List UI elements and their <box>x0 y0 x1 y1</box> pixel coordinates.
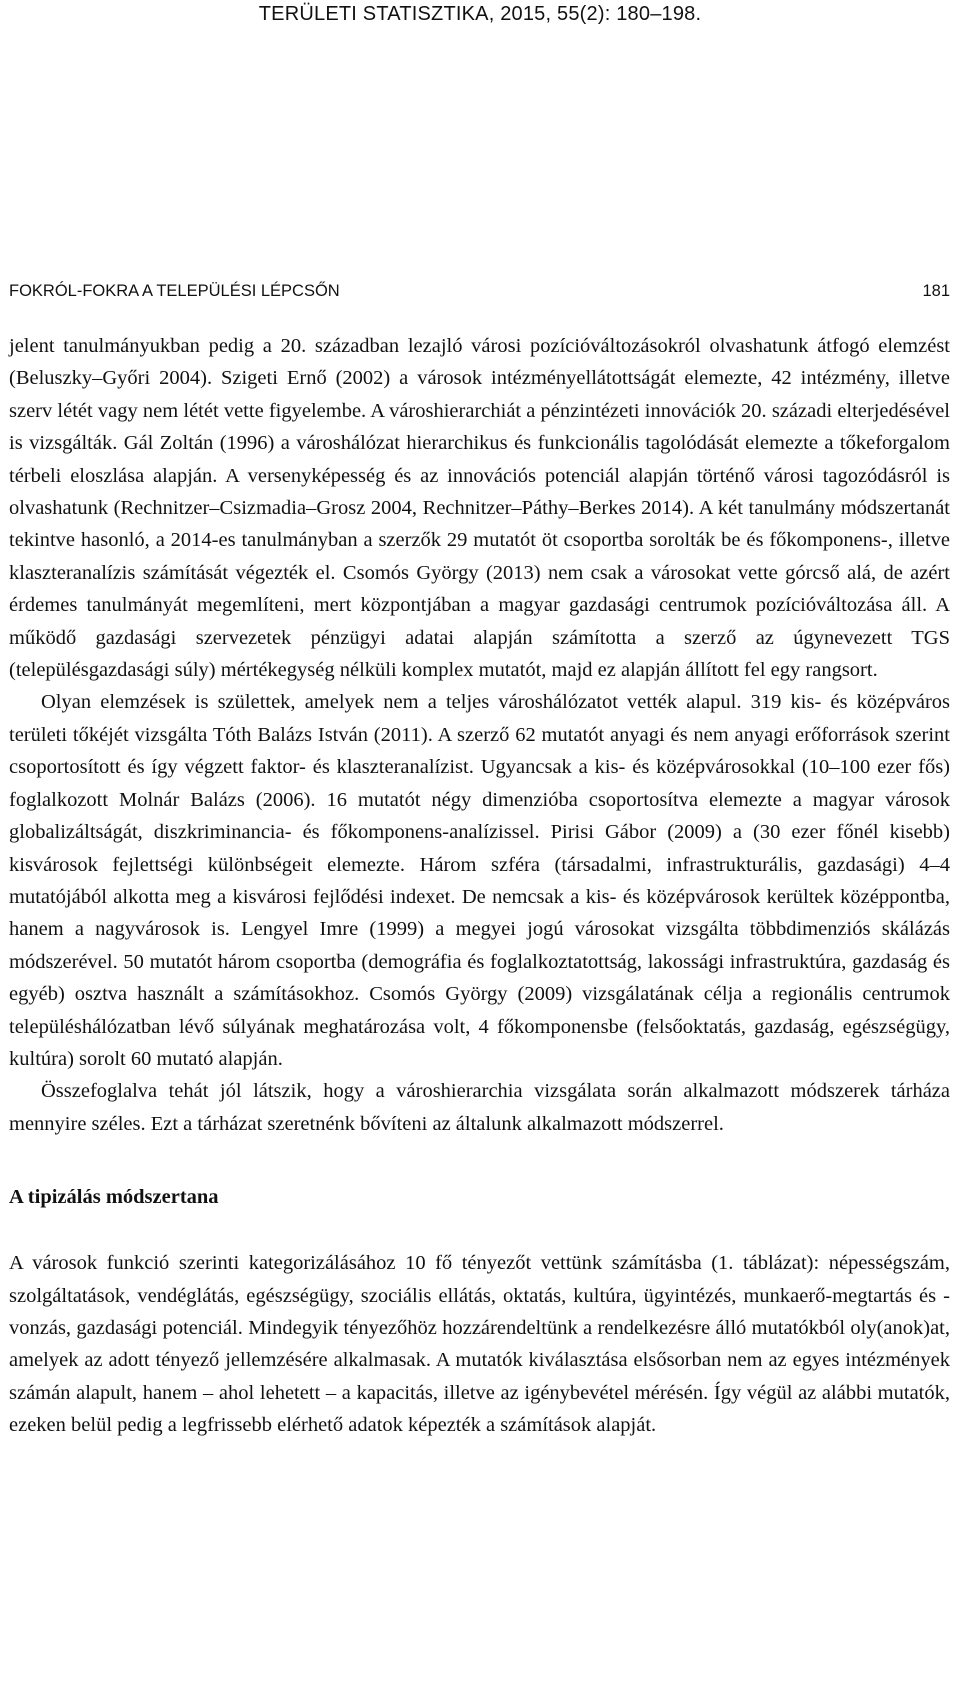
main-text <box>9 330 950 1442</box>
section-paragraph: A városok funkció szerinti kategorizálásához 10 fő tényezőt vettünk számításba (1. táblázat): népességszám, szolgáltatások, vendéglátás, egészségügy, szociális ellátás, oktatás, kultúra, ügyintézés, munkaerő-megtartás és -vonzás, gazdasági potenciál. Mindegyik tényezőhöz hozzárendeltünk a rendelkezésre álló mutatókból oly(anok)at, amelyek az adott tényező jellemzésére alkalmasak. A mutatók kiválasztása elsősorban nem az egyes intézmények számán alapult, hanem – ahol lehetett – a kapacitás, illetve az igénybevétel mérésén. Így végül az alábbi mutatók, ezeken belül pedig a legfrissebb elérhető adatok képezték a számítások alapját. <box>9 1252 950 1437</box>
section-heading: A tipizálás módszertana <box>9 1186 219 1209</box>
page-number: 181 <box>922 282 950 300</box>
journal-header: TERÜLETI STATISZTIKA, 2015, 55(2): 180–198. <box>258 3 702 25</box>
running-head-title: FOKRÓL-FOKRA A TELEPÜLÉSI LÉPCSŐN <box>9 282 340 300</box>
paragraph-1: jelent tanulmányukban pedig a 20. században lezajló városi pozícióváltozásokról olvashatunk átfogó elemzést (Beluszky–Győri 2004). Szigeti Ernő (2002) a városok intézményellátottságát elemezte, 42 intézmény, illetve szerv létét vagy nem létét vette figyelembe. A városhierarchiát a pénzintézeti innovációk 20. századi elterjedésével is vizsgálták. Gál Zoltán (1996) a városhálózat hierarchikus és funkcionális tagolódását elemezte a tőkeforgalom térbeli eloszlása alapján. A versenyképesség és az innovációs potenciál alapján történő városi tagozódásról is olvashatunk (Rechnitzer–Csizmadia–Grosz 2004, Rechnitzer–Páthy–Berkes 2014). A két tanulmány módszertanát tekintve hasonló, a 2014-es tanulmányban a szerzők 29 mutatót öt csoportba sorolták be és főkomponens-, illetve klaszteranalízis számítását végezték el. Csomós György (2013) nem csak a városokat vette górcső alá, de azért érdemes tanulmányát megemlíteni, mert központjában a magyar gazdasági centrumok pozícióváltozása áll. A működő gazdasági szervezetek pénzügyi adatai alapján számította a szerző az úgynevezett TGS (településgazdasági súly) mértékegység nélküli komplex mutatót, majd ez alapján állított fel egy rangsort. <box>9 335 950 682</box>
paragraph-3: Összefoglalva tehát jól látszik, hogy a városhierarchia vizsgálata során alkalmazott módszerek tárháza mennyire széles. Ezt a tárházat szeretnénk bővíteni az általunk alkalmazott módszerrel. <box>9 1080 950 1135</box>
running-head <box>9 282 950 301</box>
paragraph-2: Olyan elemzések is születtek, amelyek nem a teljes városhálózatot vették alapul. 319 kis- és középváros területi tőkéjét vizsgálta Tóth Balázs István (2011). A szerző 62 mutatót anyagi és nem anyagi erőforrások szerint csoportosított és így végzett faktor- és klaszteranalízist. Ugyancsak a kis- és középvárosokkal (10–100 ezer fős) foglalkozott Molnár Balázs (2006). 16 mutatót négy dimenzióba csoportosítva elemezte a magyar városok globalizáltságát, diszkriminancia- és főkomponens-analízissel. Pirisi Gábor (2009) a (30 ezer főnél kisebb) kisvárosok fejlettségi különbségeit elemezte. Három szféra (társadalmi, infrastrukturális, gazdasági) 4–4 mutatójából alkotta meg a kisvárosi fejlődési indexet. De nemcsak a kis- és középvárosok kerültek középpontba, hanem a nagyvárosok is. Lengyel Imre (1999) a megyei jogú városokat vizsgálta többdimenziós skálázás módszerével. 50 mutatót három csoportba (demográfia és foglalkoztatottság, lakossági infrastruktúra, gazdaság és egyéb) osztva használt a számításokhoz. Csomós György (2009) vizsgálatának célja a regionális centrumok településhálózatban lévő súlyának meghatározása volt, 4 főkomponensbe (felsőoktatás, gazdaság, egészségügy, kultúra) sorolt 60 mutató alapján. <box>9 691 950 1070</box>
